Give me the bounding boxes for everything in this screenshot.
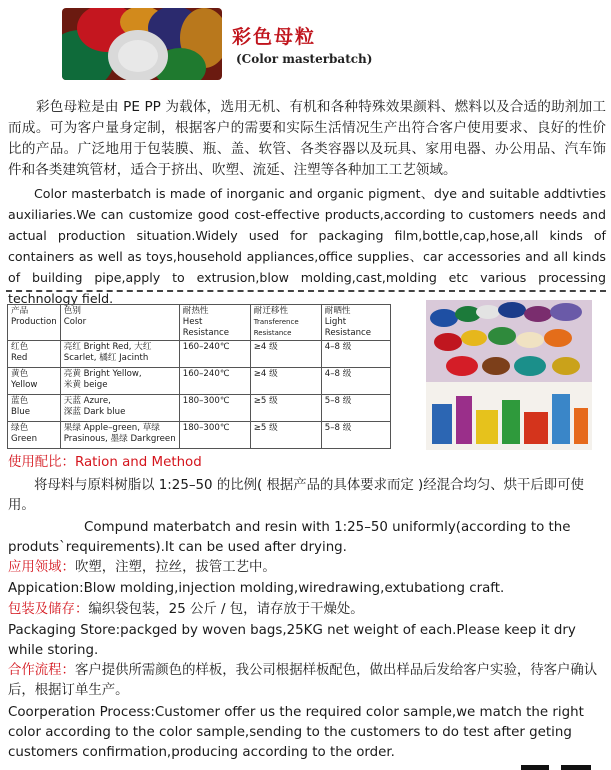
intro-english: Color masterbatch is made of inorganic and organic pigment、dye and suitable addtivties auxiliaries.We can customize good cost-effective products,according to customers needs and actual production situation.Widely used for packaging film,bottle,cap,hose,all kinds of containers as well as toys,household appliances,office supplies、car accessories and all kinds of building pipe,apply to extrusion,blow molding,cast,molding etc various processing technology field.	[8, 186, 606, 306]
cell-heat: 160–240℃	[179, 341, 250, 368]
cell-transfer: ≥4 级	[250, 341, 321, 368]
application-zh-line	[8, 558, 606, 578]
table-row	[8, 395, 391, 422]
application-text-zh: 吹塑，注塑，拉丝，拔管工艺中。	[74, 560, 276, 575]
product-collage-image	[426, 300, 592, 450]
header-color: 色别 Color	[60, 305, 179, 341]
cell-color: 果绿 Apple–green, 草绿 Prasinous, 墨绿 Darkgreen	[60, 422, 179, 449]
ratio-label-en: Ration and Method	[74, 455, 202, 470]
cooperation-text-en: Coorperation Process:Customer offer us the required color sample,we match the right color according to the color sample,sending to the customers to do test after geting customers confirmation,producing according to the order.	[8, 705, 584, 760]
packaging-zh-line	[8, 600, 606, 620]
table-row	[8, 368, 391, 395]
footer-mark	[561, 765, 591, 770]
cell-transfer: ≥5 级	[250, 422, 321, 449]
cell-light: 4–8 级	[321, 368, 390, 395]
cell-light: 4–8 级	[321, 341, 390, 368]
cell-heat: 180–300℃	[179, 422, 250, 449]
application-text-en: Appication:Blow molding,injection molding,wiredrawing,extubationg craft.	[8, 581, 505, 596]
ratio-label-zh: 使用配比：	[8, 455, 75, 470]
title-english: (Color masterbatch)	[236, 52, 373, 66]
packaging-label: 包装及储存：	[8, 602, 89, 617]
table-row	[8, 422, 391, 449]
header-production: 产品 Production	[8, 305, 61, 341]
ratio-text-zh: 将母料与原料树脂以 1:25–50 的比例( 根据产品的具体要求而定 )经混合均匀、烘干后即可使用。	[8, 478, 584, 513]
cooperation-label: 合作流程：	[8, 663, 75, 678]
footer-mark	[521, 765, 549, 770]
cell-color: 亮黄 Bright Yellow, 米黄 beige	[60, 368, 179, 395]
cell-color: 天蓝 Azure, 深蓝 Dark blue	[60, 395, 179, 422]
cell-transfer: ≥5 级	[250, 395, 321, 422]
cooperation-zh-line	[8, 661, 606, 701]
cell-product: 红色 Red	[8, 341, 61, 368]
table-header-row	[8, 305, 391, 341]
table-row	[8, 341, 391, 368]
masterbatch-pellets-image	[62, 8, 222, 80]
dashed-divider	[6, 290, 606, 292]
cell-product: 绿色 Green	[8, 422, 61, 449]
title-chinese: 彩色母粒	[232, 26, 317, 48]
application-label: 应用领域：	[8, 560, 75, 575]
packaging-text-en: Packaging Store:packged by woven bags,25KG net weight of each.Please keep it dry while storing.	[8, 623, 576, 658]
cell-product: 蓝色 Blue	[8, 395, 61, 422]
cell-heat: 160–240℃	[179, 368, 250, 395]
cell-heat: 180–300℃	[179, 395, 250, 422]
ratio-text-en: Compund materbatch and resin with 1:25–50 uniformly(according to the produts`requirements).It can be used after drying.	[8, 520, 571, 555]
cell-light: 5–8 级	[321, 422, 390, 449]
cell-transfer: ≥4 级	[250, 368, 321, 395]
spec-table	[7, 304, 391, 449]
cooperation-text-zh: 客户提供所需颜色的样板，我公司根据样板配色，做出样品后发给客户实验，待客户确认后，根据订单生产。	[8, 663, 598, 698]
cell-product: 黄色 Yellow	[8, 368, 61, 395]
cell-light: 5–8 级	[321, 395, 390, 422]
header-light: 耐晒性 Light Resistance	[321, 305, 390, 341]
ratio-heading	[8, 453, 606, 473]
intro-chinese: 彩色母粒是由 PE PP 为载体，选用无机、有机和各种特殊效果颜料、燃料以及合适的助剂加工而成。可为客户量身定制，根据客户的需要和实际生活情况生产出符合客户使用要求、良好的性价比的产品。广泛地用于包装膜、瓶、盖、软管、各类容器以及玩具、家用电器、办公用品、汽车饰件和各类建筑管材，适合于挤出、吹塑、流延、注塑等各种加工工艺领域。	[8, 99, 606, 178]
packaging-text-zh: 编织袋包装，25 公斤 / 包，请存放于干燥处。	[88, 602, 364, 617]
header-transfer: 耐迁移性 Transference Resistance	[250, 305, 321, 341]
header-heat: 耐热性 Hest Resistance	[179, 305, 250, 341]
cell-color: 亮红 Bright Red, 大红 Scarlet, 橘红 Jacinth	[60, 341, 179, 368]
